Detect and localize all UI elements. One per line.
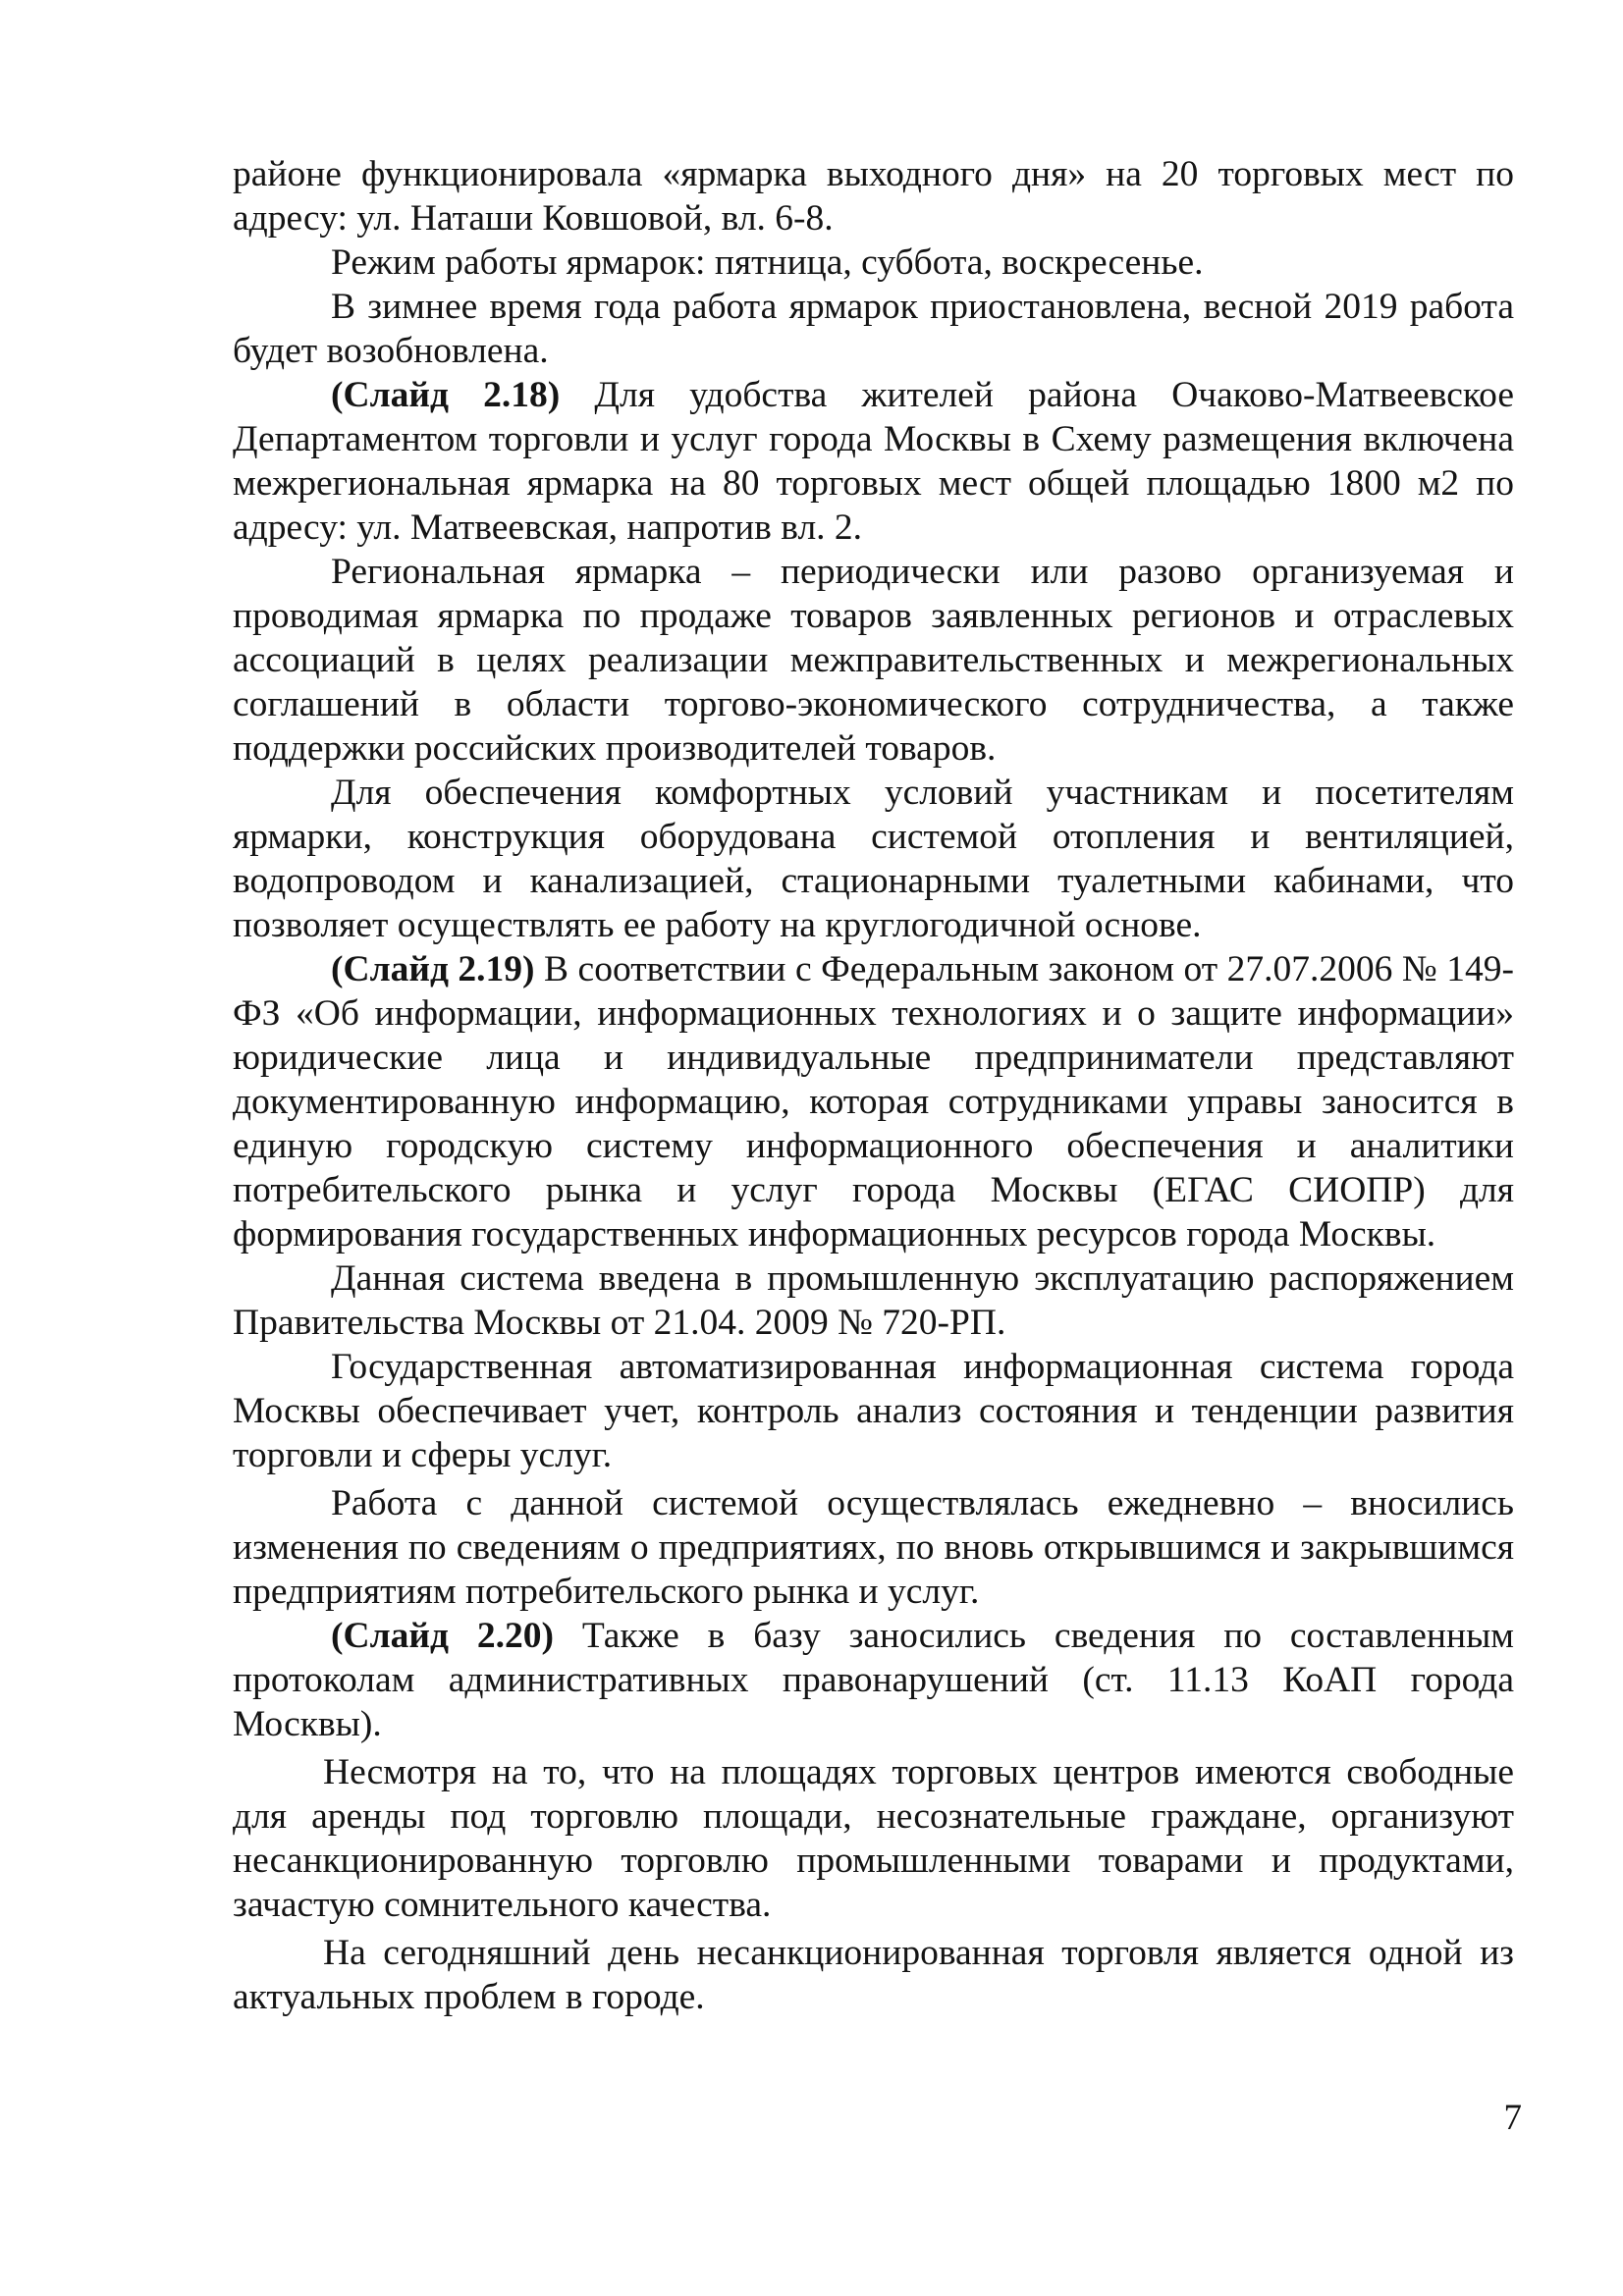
paragraph-text: В соответствии с Федеральным законом от 27.07.2006 № 149-ФЗ «Об информации, информационных технологиях и о защите информации» юридические лица и индивидуальные предприниматели представляют документированную информацию, которая сотрудниками управы заносится в единую городскую систему информационного обеспечения и аналитики потребительского рынка и услуг города Москвы (ЕГАС СИОПР) для формирования государственных информационных ресурсов города Москвы. bbox=[233, 949, 1514, 1255]
paragraph-9 bbox=[233, 1345, 1514, 1477]
paragraph-6 bbox=[233, 771, 1514, 947]
paragraph-text: Несмотря на то, что на площадях торговых центров имеются свободные для аренды под торговлю площади, несознательные граждане, организуют несанкционированную торговлю промышленными товарами и продуктами, зачастую сомнительного качества. bbox=[233, 1752, 1514, 1925]
paragraph-text: Режим работы ярмарок: пятница, суббота, воскресенье. bbox=[331, 242, 1204, 283]
document-body bbox=[233, 152, 1514, 2019]
slide-reference: (Слайд 2.19) bbox=[331, 949, 535, 989]
page-number: 7 bbox=[1503, 2098, 1522, 2138]
paragraph-text: Также в базу заносились сведения по составленным протоколам административных правонарушений (ст. 11.13 КоАП города Москвы). bbox=[233, 1616, 1514, 1744]
slide-reference: (Слайд 2.18) bbox=[331, 375, 561, 415]
paragraph-1 bbox=[233, 152, 1514, 240]
paragraph-text: Работа с данной системой осуществлялась ежедневно – вносились изменения по сведениям о предприятиях, по вновь открывшимся и закрывшимся предприятиям потребительского рынка и услуг. bbox=[233, 1483, 1514, 1612]
paragraph-8 bbox=[233, 1256, 1514, 1345]
paragraph-text: Государственная автоматизированная информационная система города Москвы обеспечивает учет, контроль анализ состояния и тенденции развития торговли и сферы услуг. bbox=[233, 1347, 1514, 1475]
paragraph-text: В зимнее время года работа ярмарок приостановлена, весной 2019 работа будет возобновлена. bbox=[233, 287, 1514, 371]
paragraph-11 bbox=[233, 1614, 1514, 1746]
paragraph-text: Региональная ярмарка – периодически или разово организуемая и проводимая ярмарка по продаже товаров заявленных регионов и отраслевых ассоциаций в целях реализации межправительственных и межрегиональных соглашений в области торгово-экономического сотрудничества, а также поддержки российских производителей товаров. bbox=[233, 552, 1514, 769]
paragraph-13 bbox=[233, 1931, 1514, 2019]
paragraph-5 bbox=[233, 550, 1514, 771]
paragraph-10 bbox=[233, 1481, 1514, 1614]
paragraph-7 bbox=[233, 947, 1514, 1256]
paragraph-12 bbox=[233, 1750, 1514, 1927]
paragraph-text: На сегодняшний день несанкционированная торговля является одной из актуальных проблем в городе. bbox=[233, 1933, 1514, 2017]
paragraph-4 bbox=[233, 373, 1514, 550]
paragraph-text: районе функционировала «ярмарка выходного дня» на 20 торговых мест по адресу: ул. Наташи Ковшовой, вл. 6-8. bbox=[233, 154, 1514, 239]
paragraph-text: Для удобства жителей района Очаково-Матвеевское Департаментом торговли и услуг города Москвы в Схему размещения включена межрегиональная ярмарка на 80 торговых мест общей площадью 1800 м2 по адресу: ул. Матвеевская, напротив вл. 2. bbox=[233, 375, 1515, 548]
paragraph-2 bbox=[233, 240, 1514, 285]
paragraph-text: Данная система введена в промышленную эксплуатацию распоряжением Правительства Москвы от 21.04. 2009 № 720-РП. bbox=[233, 1258, 1514, 1343]
paragraph-text: Для обеспечения комфортных условий участникам и посетителям ярмарки, конструкция оборудована системой отопления и вентиляцией, водопроводом и канализацией, стационарными туалетными кабинами, что позволяет осуществлять ее работу на круглогодичной основе. bbox=[233, 773, 1514, 945]
paragraph-3 bbox=[233, 285, 1514, 373]
slide-reference: (Слайд 2.20) bbox=[331, 1616, 554, 1656]
